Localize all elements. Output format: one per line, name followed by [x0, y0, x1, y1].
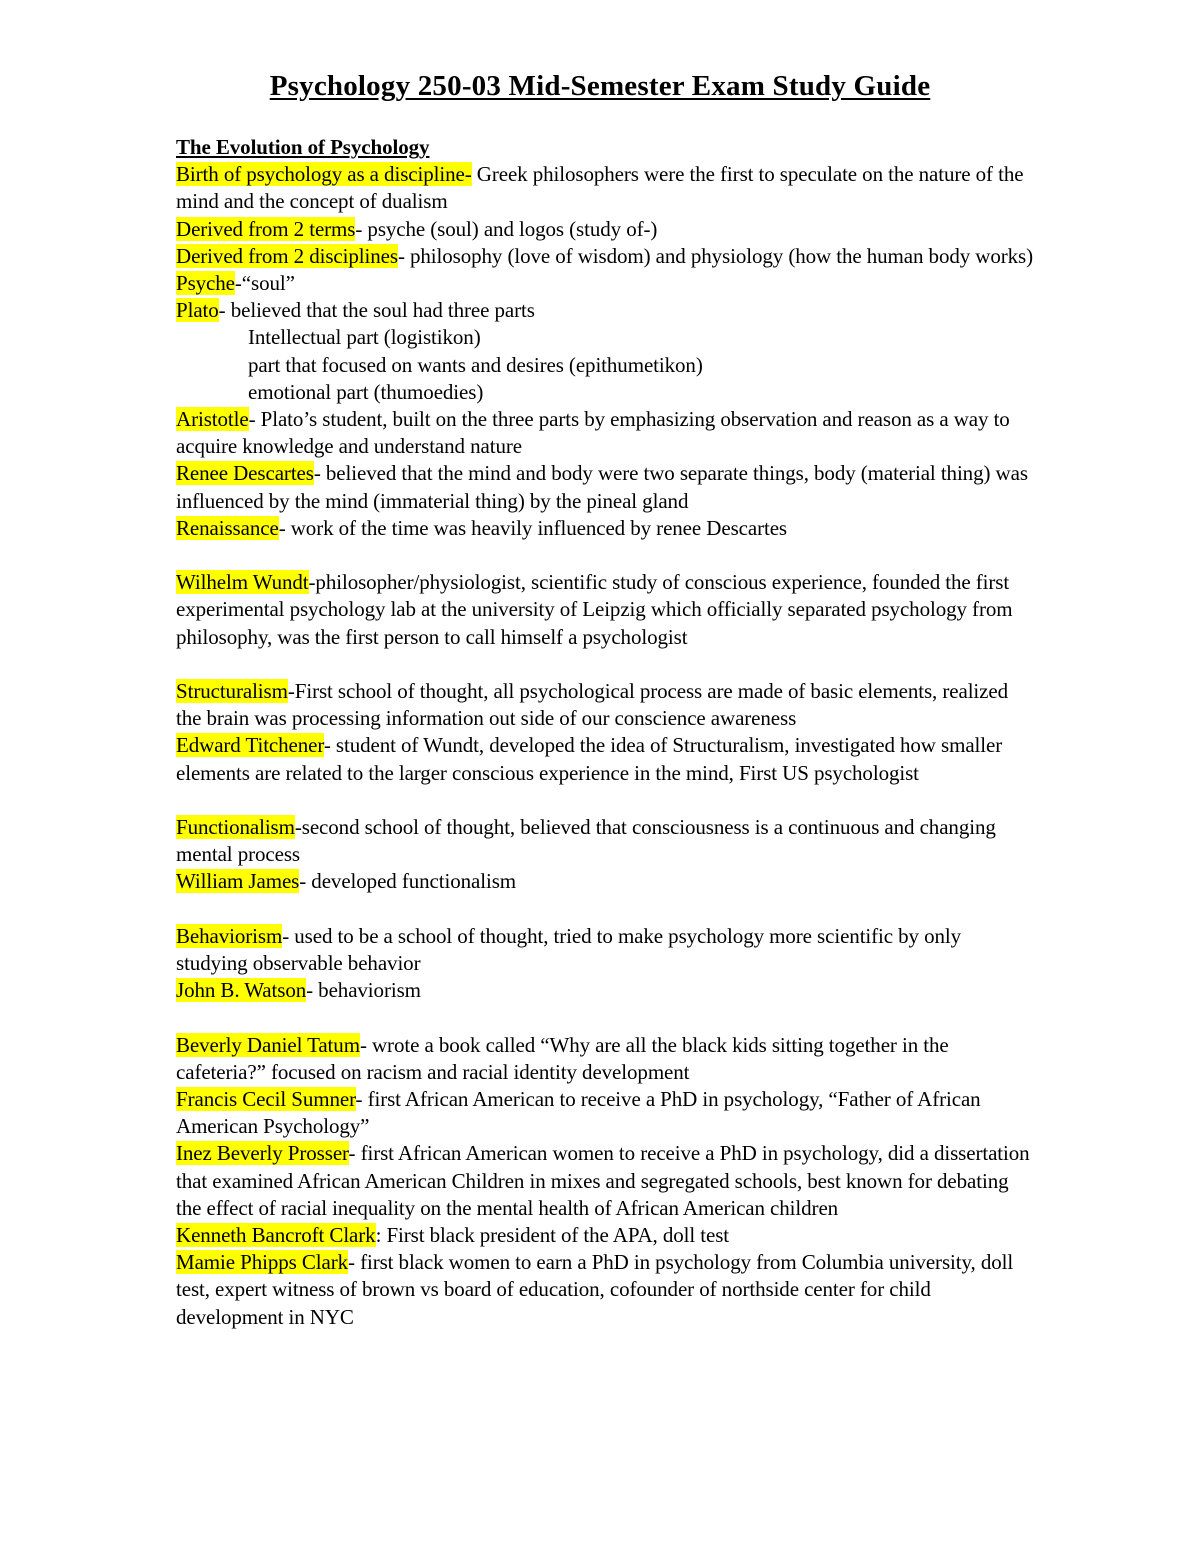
- paragraph-gap: [176, 787, 1036, 814]
- term-highlight: Functionalism: [176, 815, 295, 840]
- document-body: [176, 134, 1036, 1331]
- entry-plato: [176, 297, 1036, 324]
- term-highlight: John B. Watson: [176, 978, 307, 1003]
- entry-text: -“soul”: [234, 271, 295, 296]
- paragraph-gap: [176, 542, 1036, 569]
- entry-text: - philosophy (love of wisdom) and physiology (how the human body works): [397, 243, 1034, 268]
- entry-birth: [176, 161, 1036, 215]
- entry-text: - developed functionalism: [299, 869, 517, 894]
- paragraph-gap: [176, 1004, 1036, 1031]
- term-highlight: Mamie Phipps Clark: [176, 1250, 349, 1275]
- entry-descartes: [176, 460, 1036, 514]
- term-highlight: Derived from 2 disciplines: [176, 243, 398, 268]
- section-heading: The Evolution of Psychology: [176, 135, 430, 159]
- entry-text: - wrote a book called “Why are all the black kids sitting together in the cafeteria?” focused on racism and racial identity development: [176, 1032, 949, 1084]
- entry-terms: [176, 216, 1036, 243]
- term-highlight: Aristotle: [176, 407, 249, 432]
- term-highlight: Derived from 2 terms: [176, 216, 356, 241]
- paragraph-gap: [176, 651, 1036, 678]
- entry-structuralism: [176, 678, 1036, 732]
- entry-text: Greek philosophers were the first to speculate on the nature of the mind and the concept of dualism: [176, 162, 1024, 214]
- entry-text: - student of Wundt, developed the idea of Structuralism, investigated how smaller elements are related to the larger conscious experience in the mind, First US psychologist: [176, 733, 1003, 785]
- term-highlight: William James: [176, 869, 300, 894]
- entry-text: - believed that the soul had three parts: [218, 298, 535, 323]
- entry-text: - psyche (soul) and logos (study of-): [355, 216, 658, 241]
- entry-text: - used to be a school of thought, tried to make psychology more scientific by only studying observable behavior: [176, 923, 962, 976]
- plato-part-item: part that focused on wants and desires (epithumetikon): [248, 352, 703, 377]
- entry-disciplines: [176, 243, 1036, 270]
- entry-text: -philosopher/physiologist, scientific study of conscious experience, founded the first experimental psychology lab at the university of Leipzig which officially separated psychology from philosophy, was the first person to call himself a psychologist: [176, 570, 1013, 649]
- entry-aristotle: [176, 406, 1036, 460]
- entry-text: - first African American to receive a PhD in psychology, “Father of African American Psychology”: [176, 1087, 981, 1139]
- entry-behaviorism: [176, 923, 1036, 977]
- entry-kclark: [176, 1222, 1036, 1249]
- term-highlight: Plato: [176, 298, 219, 323]
- entry-james: [176, 868, 1036, 895]
- term-highlight: Edward Titchener: [176, 733, 324, 758]
- term-highlight: Francis Cecil Sumner: [176, 1087, 356, 1112]
- entry-psyche: [176, 270, 1036, 297]
- page-title: Psychology 250-03 Mid-Semester Exam Study Guide: [269, 70, 931, 102]
- entry-text: - work of the time was heavily influenced by renee Descartes: [278, 515, 787, 540]
- entry-text: : First black president of the APA, doll test: [375, 1223, 730, 1248]
- entry-wundt: [176, 569, 1036, 651]
- term-highlight: Beverly Daniel Tatum: [176, 1032, 360, 1057]
- entry-watson: [176, 977, 1036, 1004]
- entry-functionalism: [176, 814, 1036, 868]
- entry-prosser: [176, 1140, 1036, 1222]
- entry-text: -second school of thought, believed that consciousness is a continuous and changing mental process: [176, 815, 996, 867]
- entry-text: - first African American women to receive a PhD in psychology, did a dissertation that examined African American Children in mixes and segregated schools, best known for debating the effect of racial inequality on the mental health of African American children: [176, 1141, 1030, 1220]
- entry-sumner: [176, 1086, 1036, 1140]
- term-highlight: Renaissance: [176, 515, 279, 540]
- entry-text: -First school of thought, all psychological process are made of basic elements, realized the brain was processing information out side of our conscience awareness: [176, 679, 1009, 731]
- entry-renaissance: [176, 515, 1036, 542]
- plato-part-item: emotional part (thumoedies): [248, 379, 484, 404]
- term-highlight: Renee Descartes: [176, 461, 314, 486]
- entry-mclark: [176, 1249, 1036, 1331]
- paragraph-gap: [176, 896, 1036, 923]
- term-highlight: Behaviorism: [176, 923, 283, 948]
- entry-text: - first black women to earn a PhD in psychology from Columbia university, doll test, expert witness of brown vs board of education, cofounder of northside center for child development in NYC: [176, 1250, 1014, 1329]
- entry-tatum: [176, 1032, 1036, 1086]
- term-highlight: Birth of psychology as a discipline-: [176, 162, 472, 187]
- term-highlight: Psyche: [176, 271, 235, 296]
- entry-titchener: [176, 732, 1036, 786]
- plato-part-item: Intellectual part (logistikon): [248, 325, 481, 350]
- term-highlight: Wilhelm Wundt: [176, 570, 309, 595]
- term-highlight: Kenneth Bancroft Clark: [176, 1223, 376, 1248]
- term-highlight: Structuralism: [176, 679, 288, 704]
- entry-text: - believed that the mind and body were two separate things, body (material thing) was influenced by the mind (immaterial thing) by the pineal gland: [176, 461, 1028, 513]
- term-highlight: Inez Beverly Prosser: [176, 1141, 349, 1166]
- entry-text: - behaviorism: [306, 978, 421, 1003]
- entry-text: - Plato’s student, built on the three parts by emphasizing observation and reason as a way to acquire knowledge and understand nature: [176, 407, 1010, 459]
